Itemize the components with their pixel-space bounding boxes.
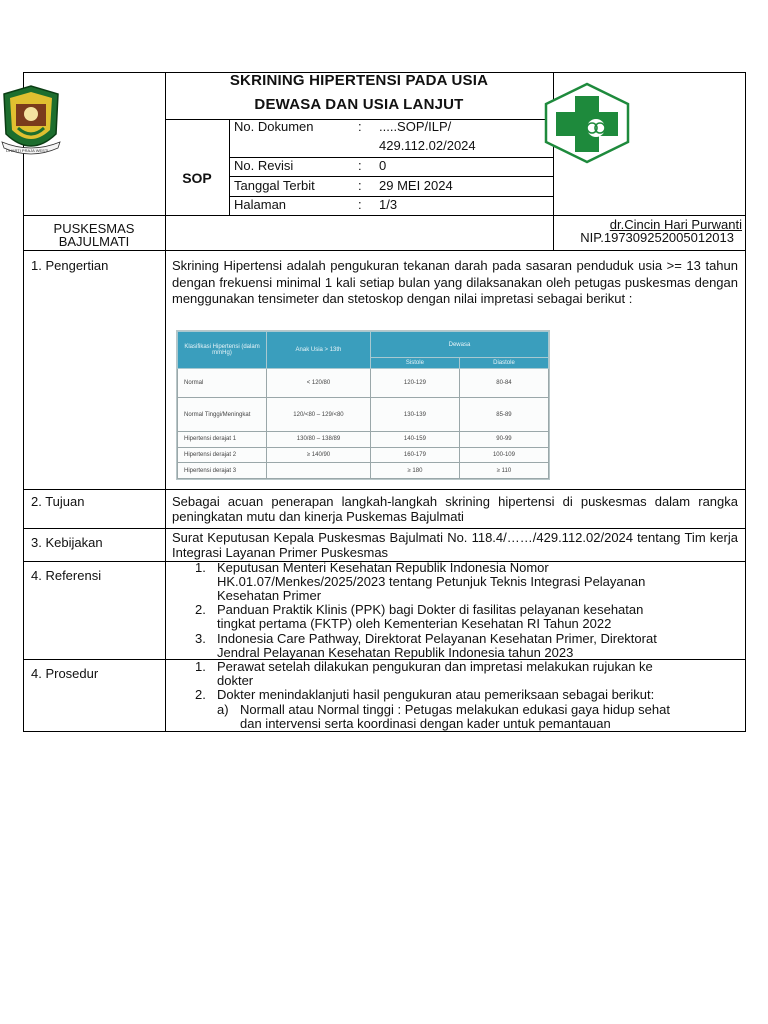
prosedur-item-line: Dokter menindaklanjuti hasil pengukuran atau pemeriksaan sebagai berikut: <box>217 687 655 702</box>
prosedur-item-number: 1. <box>195 659 206 674</box>
prosedur-subitem-letter: a) <box>217 702 229 717</box>
row-anak: 130/80 – 138/89 <box>267 431 371 447</box>
row-name: Hipertensi derajat 1 <box>178 431 267 447</box>
row-sistole: 140-159 <box>370 431 459 447</box>
section-prosedur-label: 4. Prosedur <box>31 666 99 681</box>
row-diastole: 90-99 <box>459 431 548 447</box>
row-diastole: 100-109 <box>459 447 548 463</box>
prosedur-item-number: 2. <box>195 687 206 702</box>
row-name: Normal <box>178 368 267 397</box>
doc-number-value: .....SOP/ILP/ <box>379 119 452 134</box>
emblem-caption: DHARTI PRAJA WESTI <box>6 148 49 153</box>
doc-number-label: No. Dokumen <box>234 119 314 134</box>
signer-nip: NIP.197309252005012013 <box>580 230 734 245</box>
referensi-item-line: HK.01.07/Menkes/2025/2023 tentang Petunjuk Teknis Integrasi Pelayanan <box>217 574 646 589</box>
row-diastole: 80-84 <box>459 368 548 397</box>
revision-sep: : <box>358 158 362 173</box>
referensi-item-line: Kesehatan Primer <box>217 588 322 603</box>
section-tujuan-label: 2. Tujuan <box>31 494 85 509</box>
row-name: Hipertensi derajat 3 <box>178 463 267 479</box>
referensi-item-line: Jendral Pelayanan Kesehatan Republik Indonesia tahun 2023 <box>217 645 574 660</box>
org-name-line2: BAJULMATI <box>58 234 130 249</box>
document-title-line2: DEWASA DAN USIA LANJUT <box>254 96 464 113</box>
row-sistole: 120-129 <box>370 368 459 397</box>
section-pengertian-label: 1. Pengertian <box>31 258 109 273</box>
referensi-item-line: Keputusan Menteri Kesehatan Republik Indonesia Nomor <box>217 560 549 575</box>
section-kebijakan-label: 3. Kebijakan <box>31 535 103 550</box>
prosedur-subitem-line: dan intervensi serta koordinasi dengan kader untuk pemantauan <box>240 716 611 731</box>
row-anak <box>267 463 371 479</box>
document-title-line1: SKRINING HIPERTENSI PADA USIA <box>229 72 489 89</box>
referensi-item-number: 1. <box>195 560 206 575</box>
publish-date-sep: : <box>358 178 362 193</box>
th-sistole: Sistole <box>370 358 459 368</box>
page-value: 1/3 <box>379 197 398 212</box>
section-pengertian-text: Skrining Hipertensi adalah pengukuran tekanan darah pada sasaran penduduk usia >= 13 tahun dengan frekuensi minimal 1 kali setiap bulan yang dilaksanakan oleh petugas puskesmas dengan menggunakan tensimeter dan stetoskop dengan nilai impretasi sebagai berikut : <box>172 258 738 306</box>
section-tujuan-text: Sebagai acuan penerapan langkah-langkah skrining hipertensi di puskesmas dalam rangka peningkatan mutu dan kinerja Puskemas Bajulmati <box>172 494 738 524</box>
row-sistole: 160-179 <box>370 447 459 463</box>
row-name: Hipertensi derajat 2 <box>178 447 267 463</box>
referensi-item-line: Indonesia Care Pathway, Direktorat Pelayanan Kesehatan Primer, Direktorat <box>217 631 657 646</box>
row-anak: < 120/80 <box>267 368 371 397</box>
publish-date-value: 29 MEI 2024 <box>379 178 453 193</box>
revision-label: No. Revisi <box>234 158 294 173</box>
referensi-item-number: 2. <box>195 602 206 617</box>
row-anak: 120/<80 – 129/<80 <box>267 398 371 432</box>
row-anak: ≥ 140/90 <box>267 447 371 463</box>
prosedur-item-line: Perawat setelah dilakukan pengukuran dan impretasi melakukan rujukan ke <box>217 659 653 674</box>
row-diastole: 85-89 <box>459 398 548 432</box>
sop-label: SOP <box>182 170 212 186</box>
hypertension-classification-table <box>176 330 550 480</box>
row-sistole: ≥ 180 <box>370 463 459 479</box>
th-anak: Anak Usia > 13th <box>267 332 371 369</box>
prosedur-item-line: dokter <box>217 673 254 688</box>
referensi-item-number: 3. <box>195 631 206 646</box>
prosedur-subitem-line: Normall atau Normal tinggi : Petugas melakukan edukasi gaya hidup sehat <box>240 702 670 717</box>
referensi-item-line: Panduan Praktik Klinis (PPK) bagi Dokter di fasilitas pelayanan kesehatan <box>217 602 644 617</box>
section-referensi-label: 4. Referensi <box>31 568 102 583</box>
doc-number-value-line2: 429.112.02/2024 <box>379 138 476 153</box>
th-dewasa: Dewasa <box>370 332 548 358</box>
section-kebijakan-text: Surat Keputusan Kepala Puskesmas Bajulmati No. 118.4/……/429.112.02/2024 tentang Tim kerja Integrasi Layanan Primer Puskesmas <box>172 530 738 560</box>
page-sep: : <box>358 197 362 212</box>
row-diastole: ≥ 110 <box>459 463 548 479</box>
revision-value: 0 <box>379 158 387 173</box>
doc-number-sep: : <box>358 119 362 134</box>
signer-name: dr.Cincin Hari Purwanti <box>609 217 742 232</box>
row-sistole: 130-139 <box>370 398 459 432</box>
row-name: Normal Tinggi/Meningkat <box>178 398 267 432</box>
org-name-line1: PUSKESMAS <box>53 221 135 236</box>
th-diastole: Diastole <box>459 358 548 368</box>
page-label: Halaman <box>234 197 287 212</box>
referensi-item-line: tingkat pertama (FKTP) oleh Kementerian Kesehatan RI Tahun 2022 <box>217 616 612 631</box>
th-klasifikasi: Klasifikasi Hipertensi (dalam mmHg) <box>178 332 267 369</box>
puskesmas-logo <box>542 82 632 164</box>
publish-date-label: Tanggal Terbit <box>234 178 315 193</box>
